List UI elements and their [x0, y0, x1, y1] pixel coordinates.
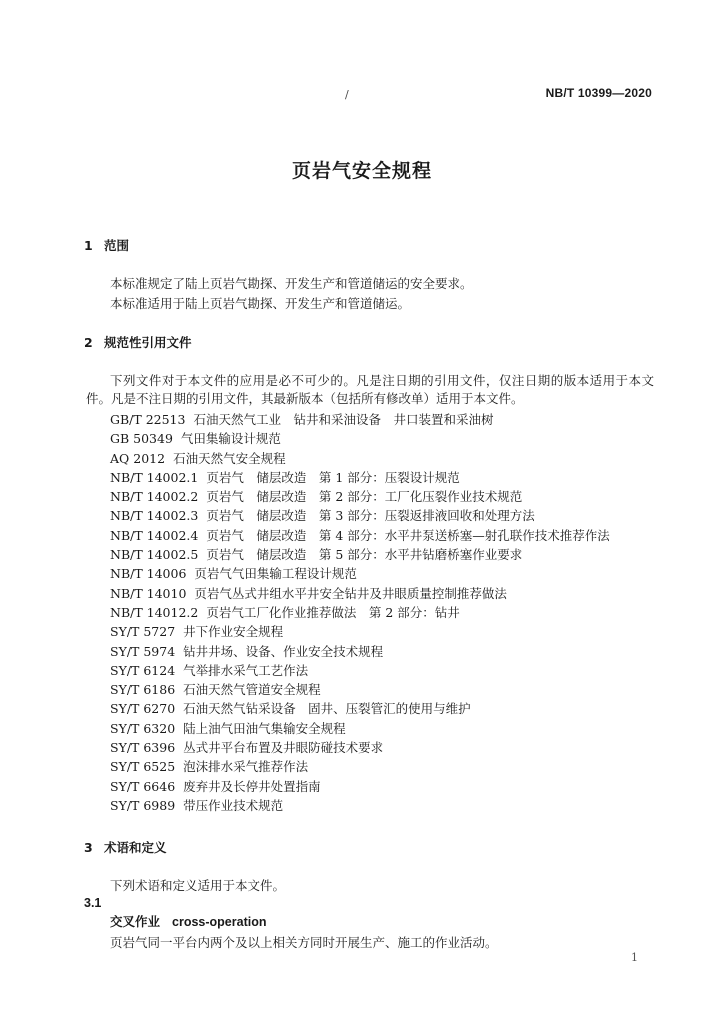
reference-title: 陆上油气田油气集输安全规程 — [183, 720, 346, 736]
reference-title: 石油天然气钻采设备 固井、压裂管汇的使用与维护 — [183, 701, 471, 717]
reference-code: SY/T 6396 — [110, 740, 176, 756]
terms-intro: 下列术语和定义适用于本文件。 — [110, 878, 286, 893]
section-title: 术语和定义 — [104, 840, 167, 855]
section-1-heading — [84, 236, 129, 254]
reference-code: GB/T 22513 — [110, 412, 186, 427]
section-title: 范围 — [104, 238, 130, 253]
reference-item — [110, 738, 610, 757]
reference-code: NB/T 14006 — [110, 566, 187, 582]
stray-mark: / — [345, 88, 349, 101]
reference-item — [110, 699, 610, 718]
page-number: 1 — [631, 951, 638, 964]
reference-title: 丛式井平台布置及井眼防碰技术要求 — [183, 740, 384, 756]
reference-item — [110, 584, 610, 603]
section-3-heading — [84, 838, 167, 856]
term-chinese: 交叉作业 — [110, 914, 161, 929]
reference-title: 钻井井场、设备、作业安全技术规程 — [183, 643, 384, 659]
reference-title: 页岩气 储层改造 第 1 部分：压裂设计规范 — [206, 469, 460, 485]
reference-code: SY/T 6646 — [110, 778, 176, 794]
reference-title: 页岩气气田集输工程设计规范 — [194, 566, 357, 582]
reference-code: NB/T 14010 — [110, 585, 187, 601]
reference-item — [110, 661, 610, 680]
normative-intro: 下列文件对于本文件的应用是必不可少的。凡是注日期的引用文件，仅注日期的版本适用于本文件。凡是不注日期的引用文件，其最新版本（包括所有修改单）适用于本文件。 — [86, 373, 654, 406]
section-number: 1 — [84, 238, 93, 253]
reference-item — [110, 545, 610, 564]
reference-item — [110, 410, 610, 429]
reference-title: 页岩气 储层改造 第 3 部分：压裂返排液回收和处理方法 — [206, 508, 535, 524]
reference-code: SY/T 6525 — [110, 759, 176, 775]
reference-item — [110, 526, 610, 545]
reference-item — [110, 757, 610, 776]
reference-item — [110, 719, 610, 738]
reference-item — [110, 487, 610, 506]
reference-item — [110, 429, 610, 448]
reference-code: SY/T 5974 — [110, 643, 176, 659]
section-number: 2 — [84, 335, 93, 350]
reference-code: SY/T 5727 — [110, 624, 176, 640]
reference-code: NB/T 14002.5 — [110, 547, 199, 563]
reference-title: 页岩气 储层改造 第 2 部分：工厂化压裂作业技术规范 — [206, 489, 523, 505]
reference-item — [110, 506, 610, 525]
reference-item — [110, 642, 610, 661]
reference-code: SY/T 6186 — [110, 682, 176, 698]
reference-title: 页岩气 储层改造 第 5 部分：水平井钻磨桥塞作业要求 — [206, 547, 523, 563]
term-number: 3.1 — [84, 896, 102, 910]
reference-item — [110, 603, 610, 622]
standard-number: NB/T 10399—2020 — [545, 86, 652, 100]
reference-code: AQ 2012 — [110, 450, 166, 466]
reference-code: GB 50349 — [110, 431, 173, 447]
reference-title: 页岩气工厂化作业推荐做法 第 2 部分：钻井 — [206, 604, 460, 620]
reference-code: NB/T 14012.2 — [110, 604, 199, 620]
reference-item — [110, 680, 610, 699]
term-english: cross-operation — [172, 915, 267, 929]
reference-code: NB/T 14002.1 — [110, 469, 199, 485]
reference-list — [110, 410, 610, 815]
scope-line-2: 本标准适用于陆上页岩气勘探、开发生产和管道储运。 — [110, 296, 411, 311]
reference-code: SY/T 6270 — [110, 701, 176, 717]
reference-item — [110, 449, 610, 468]
reference-title: 石油天然气工业 钻井和采油设备 井口装置和采油树 — [193, 412, 494, 427]
reference-title: 气田集输设计规范 — [180, 431, 281, 447]
reference-title: 带压作业技术规范 — [183, 797, 284, 813]
section-title: 规范性引用文件 — [104, 335, 192, 350]
reference-title: 石油天然气安全规程 — [173, 450, 286, 466]
reference-title: 气举排水采气工艺作法 — [183, 662, 309, 678]
reference-item — [110, 777, 610, 796]
reference-title: 井下作业安全规程 — [183, 624, 284, 640]
reference-title: 废弃井及长停井处置指南 — [183, 778, 321, 794]
reference-title: 页岩气丛式井组水平井安全钻井及井眼质量控制推荐做法 — [194, 585, 507, 601]
document-title: 页岩气安全规程 — [291, 160, 432, 182]
reference-title: 石油天然气管道安全规程 — [183, 682, 321, 698]
reference-item — [110, 468, 610, 487]
reference-title: 页岩气 储层改造 第 4 部分：水平井泵送桥塞—射孔联作技术推荐作法 — [206, 527, 610, 543]
reference-code: NB/T 14002.4 — [110, 527, 199, 543]
reference-code: SY/T 6989 — [110, 797, 176, 813]
reference-item — [110, 622, 610, 641]
term-entry — [110, 912, 266, 930]
reference-item — [110, 564, 610, 583]
term-definition: 页岩气同一平台内两个及以上相关方同时开展生产、施工的作业活动。 — [110, 935, 498, 950]
section-2-heading — [84, 333, 192, 351]
reference-item — [110, 796, 610, 815]
reference-title: 泡沫排水采气推荐作法 — [183, 759, 309, 775]
scope-line-1: 本标准规定了陆上页岩气勘探、开发生产和管道储运的安全要求。 — [110, 276, 473, 291]
reference-code: NB/T 14002.3 — [110, 508, 199, 524]
section-number: 3 — [84, 840, 93, 855]
reference-code: SY/T 6320 — [110, 720, 176, 736]
reference-code: SY/T 6124 — [110, 662, 176, 678]
reference-code: NB/T 14002.2 — [110, 489, 199, 505]
